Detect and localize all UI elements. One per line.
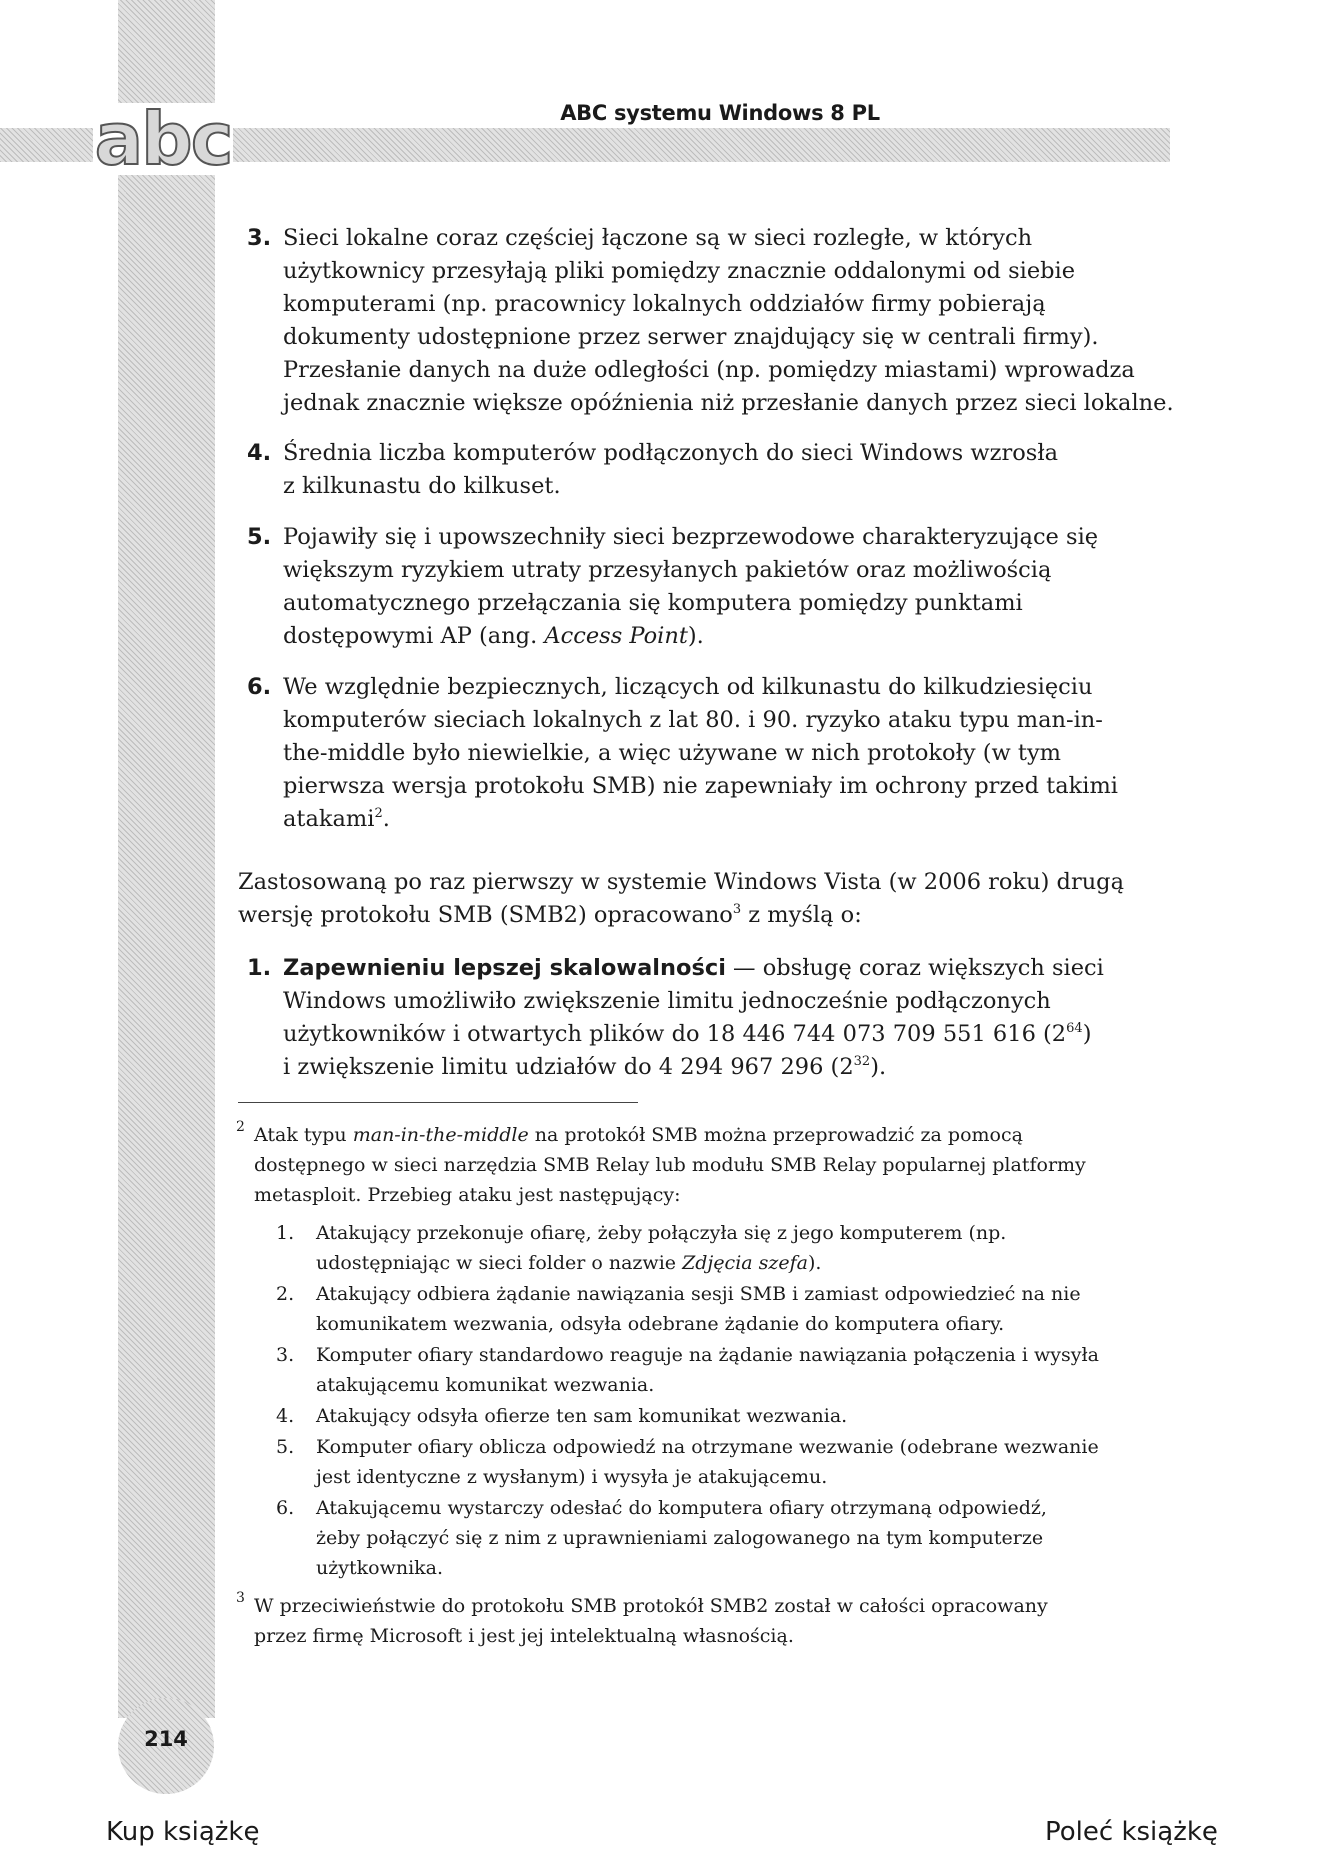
attack-step-6 xyxy=(276,1493,1176,1583)
abc-logo-text: abc xyxy=(94,97,232,181)
footnote-mark: 2 xyxy=(236,1119,245,1135)
text-line: komputerów sieciach lokalnych z lat 80. i 90. ryzyko ataku typu man-in- xyxy=(283,707,1103,733)
text-line: Windows umożliwiło zwiększenie limitu jednocześnie podłączonych xyxy=(283,988,1051,1014)
text-line: Komputer ofiary standardowo reaguje na żądanie nawiązania połączenia i wysyła xyxy=(316,1344,1099,1366)
text-line: atakującemu komunikat wezwania. xyxy=(316,1374,655,1396)
text-line xyxy=(283,952,1183,985)
text-line: większym ryzykiem utraty przesyłanych pakietów oraz możliwością xyxy=(283,557,1052,583)
list-item-5 xyxy=(247,521,1183,653)
footnote-ref-3: 3 xyxy=(732,901,742,917)
body-paragraph xyxy=(238,866,1178,932)
text-line: Przesłanie danych na duże odległości (np. pomiędzy miastami) wprowadza xyxy=(283,357,1135,383)
attack-step-5 xyxy=(276,1432,1176,1492)
text-run: Atak typu xyxy=(254,1124,353,1146)
text-line: żeby połączyć się z nim z uprawnieniami zalogowanego na tym komputerze xyxy=(316,1527,1044,1549)
text-line: Atakującemu wystarczy odesłać do komputera ofiary otrzymaną odpowiedź, xyxy=(316,1497,1047,1519)
attack-step-2 xyxy=(276,1279,1176,1339)
step-number: 5. xyxy=(276,1436,295,1458)
footnote-3 xyxy=(236,1590,1184,1651)
text-run: dostępowymi AP (ang. xyxy=(283,623,545,649)
text-line: pierwsza wersja protokołu SMB) nie zapewniały im ochrony przed takimi xyxy=(283,773,1118,799)
list-number: 4. xyxy=(247,440,272,466)
text-run: ). xyxy=(687,623,704,649)
text-line: komputerami (np. pracownicy lokalnych oddziałów firmy pobierają xyxy=(283,291,1046,317)
text-line: automatycznego przełączania się komputera pomiędzy punktami xyxy=(283,590,1023,616)
abc-logo xyxy=(93,97,233,181)
text-line: We względnie bezpiecznych, liczących od kilkunastu do kilkudziesięciu xyxy=(283,674,1093,700)
text-line: jednak znacznie większe opóźnienia niż przesłanie danych przez sieci lokalne. xyxy=(283,390,1174,416)
text-line: Komputer ofiary oblicza odpowiedź na otrzymane wezwanie (odebrane wezwanie xyxy=(316,1436,1099,1458)
list-number: 3. xyxy=(247,225,272,251)
text-line xyxy=(316,1248,1176,1278)
footnote-divider xyxy=(238,1102,638,1103)
text-run: na protokół SMB można przeprowadzić za pomocą xyxy=(528,1124,1023,1146)
text-run: . xyxy=(382,806,390,832)
list-item-smb2-1 xyxy=(247,952,1183,1084)
exponent: 32 xyxy=(853,1053,871,1069)
text-run: ) xyxy=(1082,1021,1092,1047)
recommend-book-link[interactable]: Poleć książkę xyxy=(1045,1817,1218,1847)
list-number: 1. xyxy=(247,955,272,981)
exponent: 64 xyxy=(1066,1020,1083,1036)
step-number: 4. xyxy=(276,1405,295,1427)
text-line: Zastosowaną po raz pierwszy w systemie Windows Vista (w 2006 roku) drugą xyxy=(238,869,1125,895)
text-line: Średnia liczba komputerów podłączonych do sieci Windows wzrosła xyxy=(283,440,1059,466)
bold-term: Zapewnieniu lepszej skalowalności xyxy=(283,955,726,981)
list-number: 6. xyxy=(247,674,272,700)
emphasis-folder-name: Zdjęcia szefa xyxy=(682,1252,809,1274)
page-number: 214 xyxy=(144,1727,188,1751)
text-line: dokumenty udostępnione przez serwer znajdujący się w centrali firmy). xyxy=(283,324,1099,350)
attack-step-4 xyxy=(276,1401,1176,1431)
text-run: ). xyxy=(808,1252,822,1274)
footnote-2 xyxy=(236,1119,1184,1210)
emphasis-mitm: man-in-the-middle xyxy=(352,1124,529,1146)
list-item-3 xyxy=(247,222,1183,420)
list-number: 5. xyxy=(247,524,272,550)
text-line: Sieci lokalne coraz częściej łączone są w sieci rozległe, w których xyxy=(283,225,1033,251)
text-line xyxy=(283,1018,1183,1051)
text-line: W przeciwieństwie do protokołu SMB protokół SMB2 został w całości opracowany xyxy=(254,1595,1048,1617)
emphasis-access-point: Access Point xyxy=(544,623,688,649)
text-line: użytkownika. xyxy=(316,1557,444,1579)
text-run: użytkowników i otwartych plików do 18 446 744 073 709 551 616 (2 xyxy=(283,1021,1067,1047)
text-run: ). xyxy=(870,1054,887,1080)
text-line: Pojawiły się i upowszechniły sieci bezprzewodowe charakteryzujące się xyxy=(283,524,1099,550)
text-run: i zwiększenie limitu udziałów do 4 294 967 296 (2 xyxy=(283,1054,854,1080)
text-line: użytkownicy przesyłają pliki pomiędzy znacznie oddalonymi od siebie xyxy=(283,258,1076,284)
text-line: przez firmę Microsoft i jest jej intelektualną własnością. xyxy=(254,1625,794,1647)
text-line: komunikatem wezwania, odsyła odebrane żądanie do komputera ofiary. xyxy=(316,1313,1005,1335)
attack-step-1 xyxy=(276,1218,1176,1278)
attack-step-3 xyxy=(276,1340,1176,1400)
text-line: Atakujący odsyła ofierze ten sam komunikat wezwania. xyxy=(316,1405,848,1427)
buy-book-link[interactable]: Kup książkę xyxy=(106,1817,260,1847)
text-line: dostępnego w sieci narzędzia SMB Relay lub modułu SMB Relay popularnej platformy xyxy=(254,1154,1086,1176)
text-run: atakami xyxy=(283,806,375,832)
step-number: 2. xyxy=(276,1283,295,1305)
side-strip-decoration xyxy=(118,0,215,1718)
step-number: 3. xyxy=(276,1344,295,1366)
step-number: 1. xyxy=(276,1222,295,1244)
list-item-4 xyxy=(247,437,1183,503)
footnote-mark: 3 xyxy=(236,1590,245,1606)
step-number: 6. xyxy=(276,1497,295,1519)
list-item-6 xyxy=(247,671,1183,836)
text-run: udostępniając w sieci folder o nazwie xyxy=(316,1252,683,1274)
text-line: Atakujący przekonuje ofiarę, żeby połączyła się z jego komputerem (np. xyxy=(316,1222,1007,1244)
text-line: the-middle było niewielkie, a więc używane w nich protokoły (w tym xyxy=(283,740,1062,766)
text-run: — obsługę coraz większych sieci xyxy=(725,955,1104,981)
text-line: Atakujący odbiera żądanie nawiązania sesji SMB i zamiast odpowiedzieć na nie xyxy=(316,1283,1081,1305)
text-line xyxy=(254,1120,1184,1150)
text-run: wersję protokołu SMB (SMB2) opracowano xyxy=(238,902,733,928)
text-line: jest identyczne z wysłanym) i wysyła je atakującemu. xyxy=(316,1466,828,1488)
text-line xyxy=(238,899,1178,932)
text-line: z kilkunastu do kilkuset. xyxy=(283,473,561,499)
book-title: ABC systemu Windows 8 PL xyxy=(530,98,910,128)
text-line: metasploit. Przebieg ataku jest następujący: xyxy=(254,1184,681,1206)
text-line xyxy=(283,1051,1183,1084)
text-line xyxy=(283,803,1183,836)
footnote-ref-2: 2 xyxy=(374,805,383,821)
text-line xyxy=(283,620,1183,653)
text-run: z myślą o: xyxy=(741,902,862,928)
